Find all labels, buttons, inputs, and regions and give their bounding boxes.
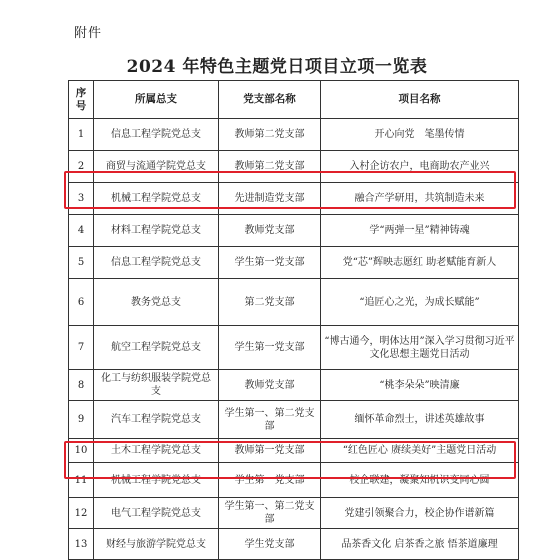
header-branch: 所属总支 [94, 81, 219, 119]
row-sub-branch: 学生党支部 [219, 529, 321, 560]
row-branch: 化工与纺织服装学院党总支 [94, 370, 219, 401]
table-header-row [69, 81, 519, 119]
row-branch: 机械工程学院党总支 [94, 183, 219, 215]
row-branch: 信息工程学院党总支 [94, 247, 219, 279]
row-project: “桃李朵朵”映清廉 [321, 370, 519, 401]
row-number: 9 [69, 401, 94, 439]
row-branch: 财经与旅游学院党总支 [94, 529, 219, 560]
row-number: 10 [69, 439, 94, 463]
table-row [69, 151, 519, 183]
row-sub-branch: 学生第一、第二党支部 [219, 401, 321, 439]
table-row [69, 401, 519, 439]
table-row [69, 370, 519, 401]
row-project: 党建引领聚合力，校企协作谱新篇 [321, 498, 519, 529]
row-branch: 机械工程学院党总支 [94, 463, 219, 498]
row-branch: 土木工程学院党总支 [94, 439, 219, 463]
row-sub-branch: 教师党支部 [219, 370, 321, 401]
row-number: 11 [69, 463, 94, 498]
row-branch: 教务党总支 [94, 279, 219, 326]
row-sub-branch: 学生第一、第二党支部 [219, 498, 321, 529]
row-project: “博古通今，明体达用”深入学习贯彻习近平文化思想主题党日活动 [321, 326, 519, 370]
row-branch: 航空工程学院党总支 [94, 326, 219, 370]
row-project: 开心向党 笔墨传情 [321, 119, 519, 151]
row-number: 13 [69, 529, 94, 560]
row-sub-branch: 学生第一党支部 [219, 247, 321, 279]
row-sub-branch: 学生第一党支部 [219, 326, 321, 370]
row-sub-branch: 教师第一党支部 [219, 439, 321, 463]
row-project: 融合产学研用，共筑制造未来 [321, 183, 519, 215]
row-project: 品茶香文化 启茶香之旅 悟茶道廉理 [321, 529, 519, 560]
table-row [69, 183, 519, 215]
header-number: 序号 [69, 81, 94, 119]
row-project: 缅怀革命烈士，讲述英雄故事 [321, 401, 519, 439]
row-branch: 商贸与流通学院党总支 [94, 151, 219, 183]
row-sub-branch: 第二党支部 [219, 279, 321, 326]
row-project: 入村企访农户，电商助农产业兴 [321, 151, 519, 183]
row-sub-branch: 先进制造党支部 [219, 183, 321, 215]
attachment-label: 附件 [74, 26, 103, 41]
header-project: 项目名称 [321, 81, 519, 119]
header-sub-branch: 党支部名称 [219, 81, 321, 119]
row-project: 党“芯”辉映志愿红 助老赋能育新人 [321, 247, 519, 279]
table-row [69, 119, 519, 151]
row-branch: 电气工程学院党总支 [94, 498, 219, 529]
row-sub-branch: 教师第二党支部 [219, 119, 321, 151]
table-row [69, 279, 519, 326]
row-project: “红色匠心 赓续美好”主题党日活动 [321, 439, 519, 463]
row-number: 3 [69, 183, 94, 215]
row-number: 7 [69, 326, 94, 370]
table-row [69, 498, 519, 529]
row-project: “追匠心之光，为成长赋能” [321, 279, 519, 326]
table-row [69, 439, 519, 463]
row-branch: 材料工程学院党总支 [94, 215, 219, 247]
row-number: 12 [69, 498, 94, 529]
document-title: 2024 年特色主题党日项目立项一览表 [126, 57, 428, 77]
table-row [69, 326, 519, 370]
row-branch: 信息工程学院党总支 [94, 119, 219, 151]
row-project: 学“两弹一星”精神铸魂 [321, 215, 519, 247]
table-row [69, 215, 519, 247]
row-number: 8 [69, 370, 94, 401]
row-number: 4 [69, 215, 94, 247]
row-project: 校企联建，凝聚知机识变同心圆 [321, 463, 519, 498]
row-number: 2 [69, 151, 94, 183]
table-row [69, 463, 519, 498]
row-sub-branch: 教师第二党支部 [219, 151, 321, 183]
row-number: 6 [69, 279, 94, 326]
row-sub-branch: 学生第一党支部 [219, 463, 321, 498]
row-number: 1 [69, 119, 94, 151]
row-branch: 汽车工程学院党总支 [94, 401, 219, 439]
row-sub-branch: 教师党支部 [219, 215, 321, 247]
row-number: 5 [69, 247, 94, 279]
project-table [68, 80, 519, 560]
table-row [69, 247, 519, 279]
